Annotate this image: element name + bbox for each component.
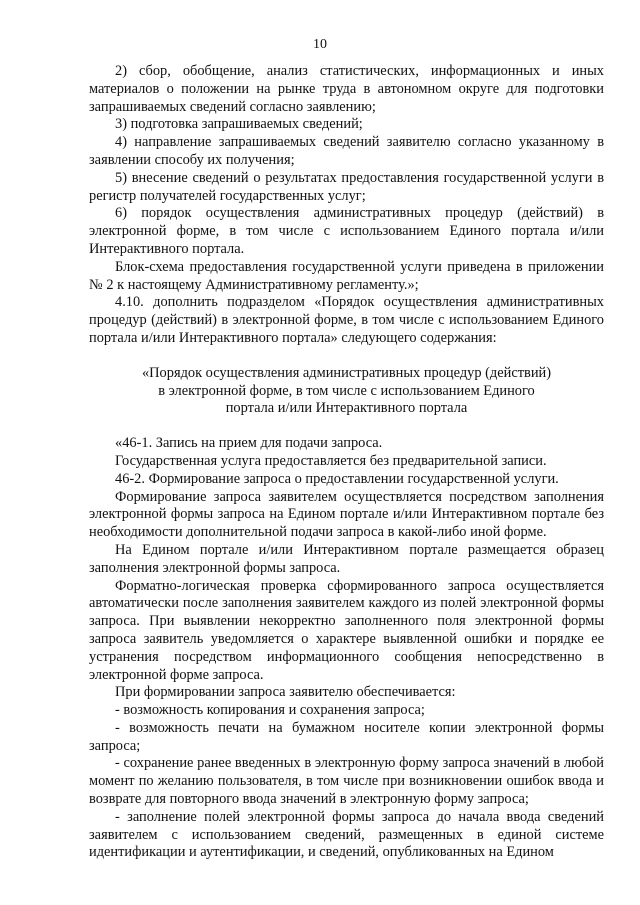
list-item: - возможность копирования и сохранения запроса; xyxy=(115,702,425,719)
paragraph: 3) подготовка запрашиваемых сведений; xyxy=(115,116,363,133)
paragraph: 4.10. дополнить подразделом «Порядок осуществления административных процедур (действий) в электронной форме, в том числе с использованием Единого портала и/или Интерактивного портала» следующего содержания: xyxy=(89,294,604,346)
paragraph: 2) сбор, обобщение, анализ статистических, информационных и иных материалов о положении на рынке труда в автономном округе для подготовки запрашиваемых сведений согласно заявлению; xyxy=(89,63,604,115)
paragraph: При формировании запроса заявителю обеспечивается: xyxy=(115,684,456,701)
section-heading xyxy=(89,365,604,418)
paragraph: 4) направление запрашиваемых сведений заявителю согласно указанному в заявлении способу их получения; xyxy=(89,134,604,168)
list-item: - возможность печати на бумажном носителе копии электронной формы запроса; xyxy=(89,719,604,754)
paragraph: На Едином портале и/или Интерактивном портале размещается образец заполнения электронной формы запроса. xyxy=(89,541,604,576)
paragraph: «46-1. Запись на прием для подачи запроса. xyxy=(115,435,383,452)
paragraph: 46-2. Формирование запроса о предоставлении государственной услуги. xyxy=(115,470,559,487)
paragraph: Блок-схема предоставления государственной услуги приведена в приложении № 2 к настоящему Административному регламенту.»; xyxy=(89,258,604,293)
paragraph: Формирование запроса заявителем осуществляется посредством заполнения электронной формы запроса на Едином портале и/или Интерактивном портале без необходимости дополнительной подачи запроса в какой-либо иной форме. xyxy=(89,488,604,541)
list-item: - сохранение ранее введенных в электронную форму запроса значений в любой момент по желанию пользователя, в том числе при возникновении ошибок ввода и возврате для повторного ввода значений в электронную форму запроса; xyxy=(89,755,604,808)
section-heading-line: портала и/или Интерактивного портала xyxy=(225,400,468,417)
paragraph: Государственная услуга предоставляется без предварительной записи. xyxy=(115,452,547,469)
page-number: 10 xyxy=(313,37,327,52)
list-item: - заполнение полей электронной формы запроса до начала ввода сведений заявителем с использованием сведений, размещенных в единой системе идентификации и аутентификации, и сведений, опубликованных на Едином xyxy=(89,808,604,861)
document-body xyxy=(89,63,604,862)
paragraph: Форматно-логическая проверка сформированного запроса осуществляется автоматически после заполнения заявителем каждого из полей электронной формы запроса. При выявлении некорректно заполненного поля электронной формы запроса заявитель уведомляется о характере выявленной ошибки и порядке ее устранения посредством информационного сообщения непосредственно в электронной форме запроса. xyxy=(89,577,604,683)
paragraph: 5) внесение сведений о результатах предоставления государственной услуги в регистр получателей государственных услуг; xyxy=(89,169,604,204)
section-heading-line: «Порядок осуществления административных процедур (действий) xyxy=(141,364,552,381)
section-heading-line: в электронной форме, в том числе с использованием Единого xyxy=(158,382,535,399)
paragraph: 6) порядок осуществления административных процедур (действий) в электронной форме, в том числе с использованием Единого портала и/или Интерактивного портала. xyxy=(89,205,604,257)
